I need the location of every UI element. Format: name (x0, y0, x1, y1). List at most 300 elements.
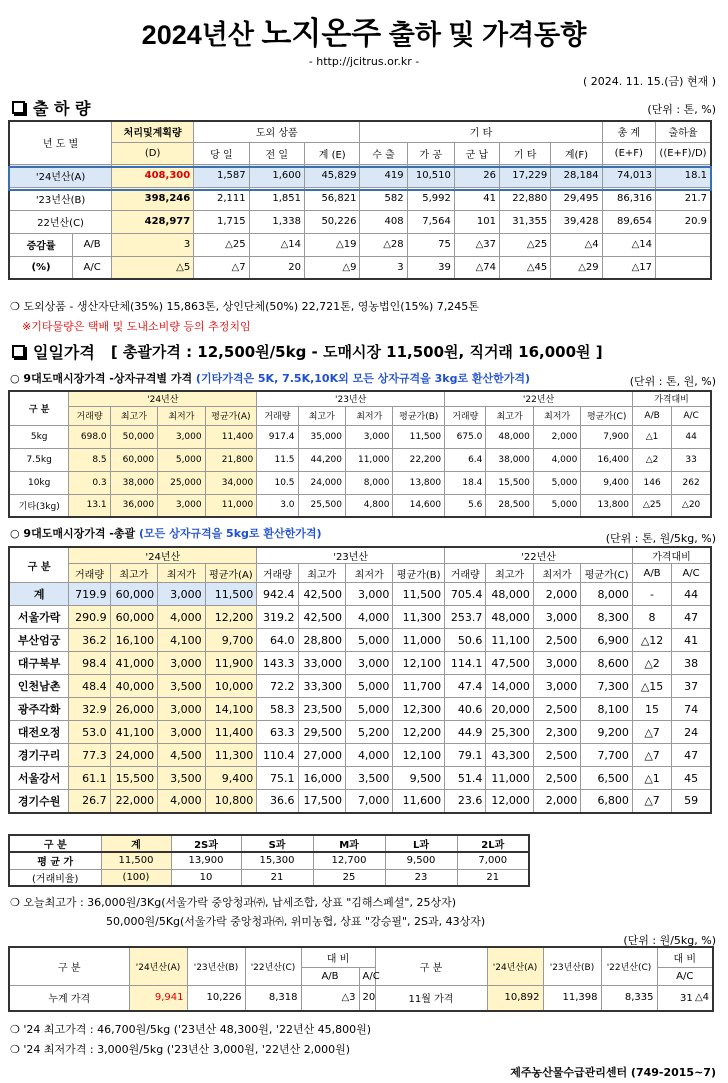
table-cell: L과 (385, 835, 457, 852)
table-cell: 12,700 (313, 852, 385, 869)
table-cell: 146 (632, 471, 671, 494)
table-cell: 7.5kg (9, 448, 69, 471)
table-cell: 2L과 (457, 835, 529, 852)
table-cell: 거래량 (445, 564, 486, 583)
table-cell: 44 (672, 583, 711, 606)
table-cell: S과 (241, 835, 313, 852)
best-price-note-2: 50,000원/5Kg(서울가락 중앙청과㈜, 위미농협, 상표 "강승필", 2S과, 43상자) (106, 915, 486, 928)
table-cell: △12 (632, 629, 671, 652)
table-cell: 42,500 (298, 606, 345, 629)
table-cell: 22,880 (499, 187, 550, 210)
table-cell: △28 (360, 233, 407, 256)
table-cell: 34,000 (205, 471, 257, 494)
table-cell: 3,000 (158, 721, 205, 744)
table-row (9, 698, 711, 721)
table-cell: A/C (672, 406, 711, 425)
table-cell: '23년산 (257, 391, 445, 406)
table-cell: A/B (632, 564, 671, 583)
table-cell: 11,000 (486, 767, 533, 790)
table-cell: △25 (632, 494, 671, 517)
market-price-table (8, 546, 712, 814)
table-cell: 거래량 (69, 564, 110, 583)
table-cell: 36.6 (257, 790, 298, 813)
table-cell: 3,000 (533, 652, 580, 675)
table-cell: △7 (194, 256, 249, 279)
table-cell: 8,000 (581, 583, 633, 606)
table-cell: 25,000 (158, 471, 205, 494)
table-cell: 408 (360, 210, 407, 233)
table-cell: 21.7 (655, 187, 711, 210)
table-row (9, 721, 711, 744)
table2-title: ○ 9대도매시장가격 -총괄 (모든 상자규격을 5kg로 환산한가격) (10, 527, 322, 540)
table-cell: △20 (672, 494, 711, 517)
table-cell: 대전오정 (9, 721, 69, 744)
table-cell: 20 (249, 256, 304, 279)
table-cell: 74 (672, 698, 711, 721)
table-cell: △74 (454, 256, 499, 279)
table-cell: 5,000 (345, 698, 392, 721)
table-cell: 최고가 (298, 406, 345, 425)
table-cell: 44,200 (298, 448, 345, 471)
table-cell: 45,829 (305, 164, 360, 187)
table-cell: 56,821 (305, 187, 360, 210)
table-cell: 6,900 (581, 629, 633, 652)
table-cell: 35,000 (298, 425, 345, 448)
table-cell: 9,200 (581, 721, 633, 744)
table-cell: 8,300 (581, 606, 633, 629)
table-cell: 1,587 (194, 164, 249, 187)
table-cell: 45 (672, 767, 711, 790)
table-cell: 28,500 (486, 494, 533, 517)
table-cell: 최저가 (346, 406, 393, 425)
table-cell: 평균가(A) (205, 564, 257, 583)
table-cell: 23.6 (445, 790, 486, 813)
table-cell: 7,564 (407, 210, 454, 233)
table-cell: 48.4 (69, 675, 110, 698)
table-cell: 3 (360, 256, 407, 279)
table-cell: 서울강서 (9, 767, 69, 790)
table-cell: 13.1 (69, 494, 110, 517)
table-cell: 거래량 (445, 406, 486, 425)
table-cell: 3,000 (158, 425, 205, 448)
table-cell: 7,300 (581, 675, 633, 698)
table-cell: A/B (632, 406, 671, 425)
table-cell: 705.4 (445, 583, 486, 606)
table-cell: 675.0 (445, 425, 486, 448)
table-cell: 최저가 (345, 564, 392, 583)
table-cell: △29 (551, 256, 602, 279)
table-cell: 58.3 (257, 698, 298, 721)
table-cell: 12,000 (486, 790, 533, 813)
table-cell: 20,000 (486, 698, 533, 721)
table-cell: 거래량 (257, 406, 298, 425)
table-cell: '24년산 (69, 547, 257, 564)
table-cell: 10,800 (205, 790, 257, 813)
table-cell: △25 (194, 233, 249, 256)
table-cell: 698.0 (69, 425, 110, 448)
table-cell: 3,500 (158, 675, 205, 698)
table4-unit: (단위 : 원/5kg, %) (623, 934, 716, 947)
table-cell: 41 (454, 187, 499, 210)
table-cell: 23,500 (298, 698, 345, 721)
table-cell: 3,000 (158, 698, 205, 721)
table-cell: 4,000 (533, 448, 580, 471)
table-cell: 253.7 (445, 606, 486, 629)
table-cell: △2 (632, 448, 671, 471)
table-cell: △2 (632, 652, 671, 675)
table-cell: 50,226 (305, 210, 360, 233)
table-cell: 40.6 (445, 698, 486, 721)
table-cell: 39,428 (551, 210, 602, 233)
table-cell: 79.1 (445, 744, 486, 767)
table-cell: 290.9 (69, 606, 110, 629)
best-price-note-1: ❍ 오늘최고가 : 36,000원/3Kg(서울가락 중앙청과㈜, 납세조합, 상표 "김해스페셜", 25상자) (10, 896, 457, 909)
table-row (9, 471, 711, 494)
table-row (9, 629, 711, 652)
note-export: ❍ 도외상품 - 생산자단체(35%) 15,863톤, 상인단체(50%) 22,721톤, 영농법인(15%) 7,245톤 (10, 300, 479, 313)
table-cell: 43,300 (486, 744, 533, 767)
table-row (9, 767, 711, 790)
table-cell: 3,000 (346, 425, 393, 448)
table-cell: 582 (360, 187, 407, 210)
table-cell: 3,000 (158, 494, 205, 517)
table-cell: 4,500 (158, 744, 205, 767)
table-cell: 2,500 (533, 629, 580, 652)
table-cell: 7,000 (345, 790, 392, 813)
table-cell: 2,111 (194, 187, 249, 210)
table-cell: 719.9 (69, 583, 110, 606)
table-cell: 4,100 (158, 629, 205, 652)
table-cell: △15 (632, 675, 671, 698)
table-row (9, 210, 711, 233)
table-cell: 거래량 (257, 564, 298, 583)
table-cell: 86,316 (602, 187, 655, 210)
table-cell: 12,300 (393, 698, 445, 721)
size-price-table (8, 834, 530, 887)
table-cell: 101 (454, 210, 499, 233)
table-cell: 11,900 (205, 652, 257, 675)
table-cell: 50,000 (110, 425, 157, 448)
table-cell: 16,100 (110, 629, 157, 652)
table-cell: 서울가락 (9, 606, 69, 629)
table-cell: 14,600 (393, 494, 445, 517)
table-cell: 408,300 (112, 164, 194, 187)
table-cell: △7 (632, 744, 671, 767)
table-row (9, 164, 711, 187)
table-cell: A/B (73, 233, 112, 256)
table-cell: '24년산 (69, 391, 257, 406)
table-cell: 6.4 (445, 448, 486, 471)
table-cell: 15,300 (241, 852, 313, 869)
table-cell: '24년산(A) (9, 164, 112, 187)
table-cell: 419 (360, 164, 407, 187)
table-cell: 11,000 (346, 448, 393, 471)
table-cell: 기타(3kg) (9, 494, 69, 517)
table-cell: 3,000 (158, 652, 205, 675)
table-cell: 4,800 (346, 494, 393, 517)
table-cell: 평균가(C) (581, 406, 633, 425)
table-cell: 14,100 (205, 698, 257, 721)
table-row (9, 744, 711, 767)
table-cell: 3,500 (158, 767, 205, 790)
table-cell: 29,500 (298, 721, 345, 744)
table-cell: 5,000 (533, 471, 580, 494)
table-cell: 평 균 가 (9, 852, 101, 869)
table-cell: 2,000 (533, 583, 580, 606)
table-cell: 최저가 (158, 564, 205, 583)
box-size-price-table (8, 390, 712, 518)
table-cell: 917.4 (257, 425, 298, 448)
table-cell: 17,500 (298, 790, 345, 813)
table-cell: A/C (73, 256, 112, 279)
table-cell: 11,500 (101, 852, 171, 869)
table-cell: 11,500 (393, 425, 445, 448)
table-cell: 4,000 (158, 790, 205, 813)
table-cell: 53.0 (69, 721, 110, 744)
table-cell: 12,200 (393, 721, 445, 744)
table2-unit: (단위 : 톤, 원/5kg, %) (605, 532, 716, 545)
table-row (9, 583, 711, 606)
table-cell: 8,100 (581, 698, 633, 721)
table-cell: 최고가 (486, 406, 533, 425)
table-cell: 47 (672, 606, 711, 629)
table-cell (655, 233, 711, 256)
table-cell: 25,500 (298, 494, 345, 517)
table-cell: 5kg (9, 425, 69, 448)
table-cell: 41,000 (110, 652, 157, 675)
table-cell: (%) (9, 256, 73, 279)
table-cell: 3,000 (158, 583, 205, 606)
table-cell: 11,400 (205, 721, 257, 744)
table-cell: 11,500 (205, 583, 257, 606)
table-cell: 47.4 (445, 675, 486, 698)
table-cell: 24 (672, 721, 711, 744)
section-shipment-title: 출 하 량 (12, 96, 91, 119)
table-cell: 24,000 (298, 471, 345, 494)
table-cell: △7 (632, 721, 671, 744)
checkbox-square-icon (12, 101, 25, 114)
table-cell: 37 (672, 675, 711, 698)
table-cell: 10.5 (257, 471, 298, 494)
table-cell: 33 (672, 448, 711, 471)
table-cell: 2S과 (171, 835, 241, 852)
table-cell: 12,100 (393, 744, 445, 767)
table-cell: 7,000 (457, 852, 529, 869)
table-cell: 6,800 (581, 790, 633, 813)
table-cell: 89,654 (602, 210, 655, 233)
table-cell: 14,000 (486, 675, 533, 698)
year-low-note: ❍ '24 최저가격 : 3,000원/5kg ('23년산 3,000원, '22년산 2,000원) (10, 1043, 351, 1056)
table-cell: 6,500 (581, 767, 633, 790)
table-cell: 18.4 (445, 471, 486, 494)
table-cell: 11,000 (393, 629, 445, 652)
table-cell: 398,246 (112, 187, 194, 210)
table-cell: 25,300 (486, 721, 533, 744)
table-cell: 32.9 (69, 698, 110, 721)
table-cell: 29,495 (551, 187, 602, 210)
table-cell: 12,200 (205, 606, 257, 629)
table-cell: 가격대비 (632, 391, 711, 406)
table1-title: ○ 9대도매시장가격 -상자규격별 가격 (기타가격은 5K, 7.5K,10K외 모든 상자규격을 3kg로 환산한가격) (10, 372, 531, 385)
table-cell: 8,600 (581, 652, 633, 675)
table-cell: 부산엄궁 (9, 629, 69, 652)
table-cell: 1,600 (249, 164, 304, 187)
table-cell: 33,000 (298, 652, 345, 675)
table-row (9, 606, 711, 629)
table-cell: 48,000 (486, 583, 533, 606)
table-row (9, 187, 711, 210)
table-cell: 광주각화 (9, 698, 69, 721)
table-cell: 계 (101, 835, 171, 852)
table-cell: 22,000 (110, 790, 157, 813)
table-cell: 262 (672, 471, 711, 494)
table-cell: 9,400 (581, 471, 633, 494)
table-cell: 11,700 (393, 675, 445, 698)
shipment-table: 년 도 별 처리및계획량 도외 상품 기 타 총 계 출하율 (D) 당 일 전 일 계 (E) 수 출 가 공 군 납 기 타 계(F) (E+F) ((E+F)/D) '24년산(A) 408,300 1,587 1,600 45,829 419 10,510 26 17,229 28,184 74,013 18.1 '23년산(B) 398,246 2,111 1,851 56,821 582 5,992 41 22,880 29,495 86,316 21.7 22년산(C) 428,977 1,715 1,338 50,226 408 7,564 101 31,355 39,428 89,654 20.9 증감률 A/B 3 △25 △14 △19 △28 75 △37 △25 △4 △14 (%) A/C △5 △7 20 △9 3 39 △74 △45 △29 △17 (8, 120, 712, 280)
table-cell: 2,300 (533, 721, 580, 744)
table-cell: 74,013 (602, 164, 655, 187)
table-cell: △45 (499, 256, 550, 279)
table-cell: 28,184 (551, 164, 602, 187)
table-row (9, 256, 711, 279)
table-cell: 60,000 (110, 606, 157, 629)
table-cell: 7,900 (581, 425, 633, 448)
table-cell: 33,300 (298, 675, 345, 698)
table-cell: 36,000 (110, 494, 157, 517)
table-cell: 최고가 (110, 564, 157, 583)
table-cell: 75.1 (257, 767, 298, 790)
table-cell: 13,900 (171, 852, 241, 869)
table-cell: 3,000 (345, 652, 392, 675)
table-cell: △4 (551, 233, 602, 256)
table-cell: 21,800 (205, 448, 257, 471)
table-cell: 4,000 (158, 606, 205, 629)
footer-center: 제주농산물수급관리센터 (749-2015~7) (510, 1066, 716, 1079)
table-cell: 2,000 (533, 425, 580, 448)
table-cell: 24,000 (110, 744, 157, 767)
table-cell: 60,000 (110, 448, 157, 471)
table-cell: 114.1 (445, 652, 486, 675)
table-cell: 증감률 (9, 233, 73, 256)
table-cell: A/C (672, 564, 711, 583)
table-cell: 3,000 (533, 606, 580, 629)
table-cell: 1,715 (194, 210, 249, 233)
table-cell: 11,300 (205, 744, 257, 767)
page-title: 2024년산 노지온주 출하 및 가격동향 (141, 16, 587, 51)
table-cell: 9,500 (393, 767, 445, 790)
table-cell: 3,500 (345, 767, 392, 790)
table-cell: M과 (313, 835, 385, 852)
table-row (9, 675, 711, 698)
table1-unit: (단위 : 톤, 원, %) (629, 375, 716, 388)
report-date: ( 2024. 11. 15.(금) 현재 ) (582, 75, 716, 88)
table-cell: 11,400 (205, 425, 257, 448)
table-cell: '23년산(B) (9, 187, 112, 210)
table-cell: 대구북부 (9, 652, 69, 675)
table-cell: 11,600 (393, 790, 445, 813)
note-etc: ※기타물량은 택배 및 도내소비량 등의 추정치임 (22, 320, 251, 333)
table-cell: (거래비율) (9, 869, 101, 886)
table-cell: 26,000 (110, 698, 157, 721)
unit-label: (단위 : 톤, %) (647, 103, 716, 116)
table-cell: 경기구리 (9, 744, 69, 767)
table-cell: 48,000 (486, 606, 533, 629)
table-cell: 72.2 (257, 675, 298, 698)
table-cell: 5,000 (345, 629, 392, 652)
table-row (9, 233, 711, 256)
table-cell: 가격대비 (632, 547, 711, 564)
table-cell: 평균가(C) (581, 564, 633, 583)
table-cell: 3,000 (533, 675, 580, 698)
table-cell: 5,200 (345, 721, 392, 744)
table-cell: 77.3 (69, 744, 110, 767)
site-url: - http://jcitrus.or.kr - (308, 55, 420, 68)
table-cell: 4,000 (345, 606, 392, 629)
table-cell: 13,800 (393, 471, 445, 494)
table-cell: 60,000 (110, 583, 157, 606)
table-cell: 36.2 (69, 629, 110, 652)
table-cell: 5.6 (445, 494, 486, 517)
table-cell: 44.9 (445, 721, 486, 744)
table-cell: 평균가(A) (205, 406, 257, 425)
table-cell: 1,851 (249, 187, 304, 210)
table-cell: 2,000 (533, 790, 580, 813)
table-cell: 15 (632, 698, 671, 721)
table-cell: 50.6 (445, 629, 486, 652)
table-cell: 9,400 (205, 767, 257, 790)
table-cell: 17,229 (499, 164, 550, 187)
table-cell: 428,977 (112, 210, 194, 233)
table-cell: 41,100 (110, 721, 157, 744)
table-cell: △25 (499, 233, 550, 256)
table-cell: 9,500 (385, 852, 457, 869)
table-cell: 최고가 (298, 564, 345, 583)
table-cell: 계 (9, 583, 69, 606)
table-cell: 11.5 (257, 448, 298, 471)
table-cell: 47 (672, 744, 711, 767)
table-cell: 16,400 (581, 448, 633, 471)
table-cell: 2,500 (533, 698, 580, 721)
table-row (9, 790, 711, 813)
table-cell: 21 (241, 869, 313, 886)
table-row (9, 652, 711, 675)
table-cell: 15,500 (486, 471, 533, 494)
table-cell: 5,000 (345, 675, 392, 698)
table-cell: 2,500 (533, 767, 580, 790)
table-cell: 최고가 (110, 406, 157, 425)
table-cell: 9,700 (205, 629, 257, 652)
table-cell: 최저가 (533, 406, 580, 425)
table-cell: △14 (249, 233, 304, 256)
table-cell: 10 (171, 869, 241, 886)
table-cell: 8,000 (346, 471, 393, 494)
table-cell: △1 (632, 767, 671, 790)
checkbox-square-icon (12, 345, 25, 358)
table-cell: 구 분 (9, 835, 101, 852)
table-cell: - (632, 583, 671, 606)
table-cell: 최고가 (486, 564, 533, 583)
table-cell (655, 256, 711, 279)
table-cell: 구 분 (9, 391, 69, 425)
table-cell: 8 (632, 606, 671, 629)
table-cell: 1,338 (249, 210, 304, 233)
table-cell: △5 (112, 256, 194, 279)
table-cell: △1 (632, 425, 671, 448)
table-cell: 0.3 (69, 471, 110, 494)
table-cell: 61.1 (69, 767, 110, 790)
table-cell: (100) (101, 869, 171, 886)
table-cell: 인천남촌 (9, 675, 69, 698)
